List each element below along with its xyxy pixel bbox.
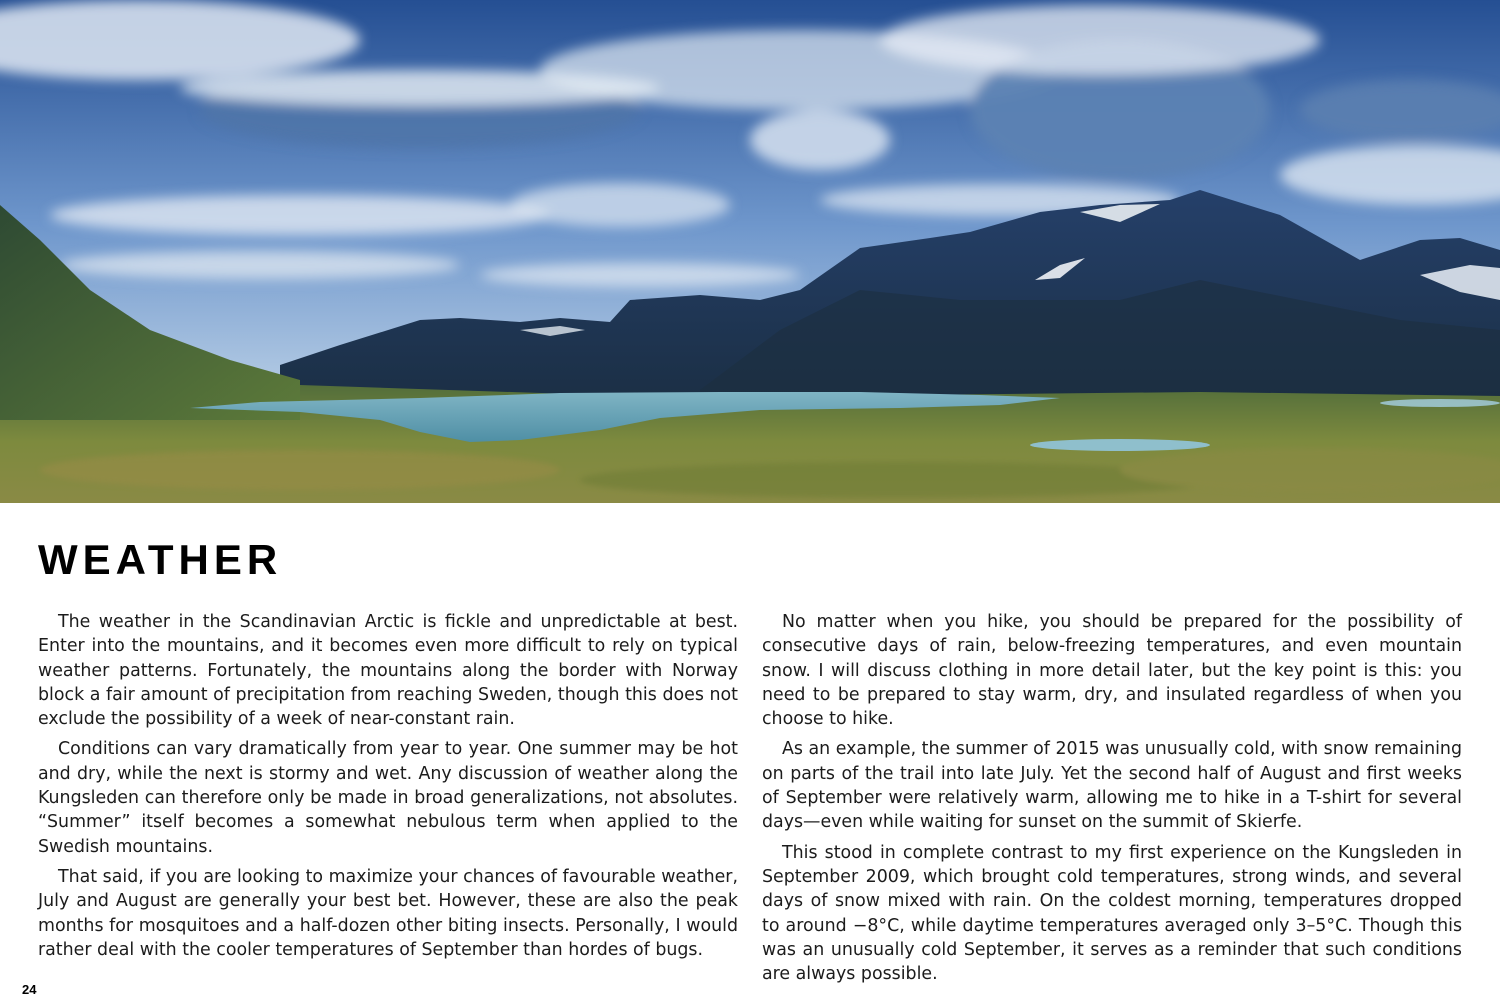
page-number: 24 — [22, 982, 37, 997]
left-text-column — [38, 610, 738, 968]
paragraph: The weather in the Scandinavian Arctic is fickle and unpredictable at best. Enter into the mountains, and it becomes even more difficult to rely on typical weather patterns. Fortunately, the mountains along the border with Norway block a fair amount of precipitation from reaching Sweden, though this does not exclude the possibility of a week of near-constant rain. — [38, 612, 738, 730]
paragraph: This stood in complete contrast to my first experience on the Kungsleden in September 2009, which brought cold temperatures, strong winds, and several days of snow mixed with rain. On the coldest morning, temperatures dropped to around −8°C, while daytime temperatures averaged only 3–5°C. Though this was an unusually cold September, it serves as a reminder that such conditions are always possible. — [762, 842, 1462, 985]
right-text-column — [762, 610, 1462, 992]
paragraph: As an example, the summer of 2015 was unusually cold, with snow remaining on parts of the trail into late July. Yet the second half of August and first weeks of September were relatively warm, allowing me to hike in a T-shirt for several days—even while waiting for sunset on the summit of Skierfe. — [762, 739, 1462, 833]
paragraph: That said, if you are looking to maximize your chances of favourable weather, July and August are generally your best bet. However, these are also the peak months for mosquitoes and a half-dozen other biting insects. Personally, I would rather deal with the cooler temperatures of September than hordes of bugs. — [38, 866, 738, 960]
paragraph: Conditions can vary dramatically from year to year. One summer may be hot and dry, while the next is stormy and wet. Any discussion of weather along the Kungsleden can therefore only be made in broad generalizations, not absolutes. “Summer” itself becomes a somewhat nebulous term when applied to the Swedish mountains. — [38, 739, 738, 857]
pond — [1030, 439, 1210, 451]
paragraph: No matter when you hike, you should be prepared for the possibility of consecutive days of rain, below-freezing temperatures, and even mountain snow. I will discuss clothing in more detail later, but the key point is this: you need to be prepared to stay warm, dry, and insulated regardless of when you choose to hike. — [762, 612, 1462, 730]
section-heading: WEATHER — [38, 536, 283, 583]
